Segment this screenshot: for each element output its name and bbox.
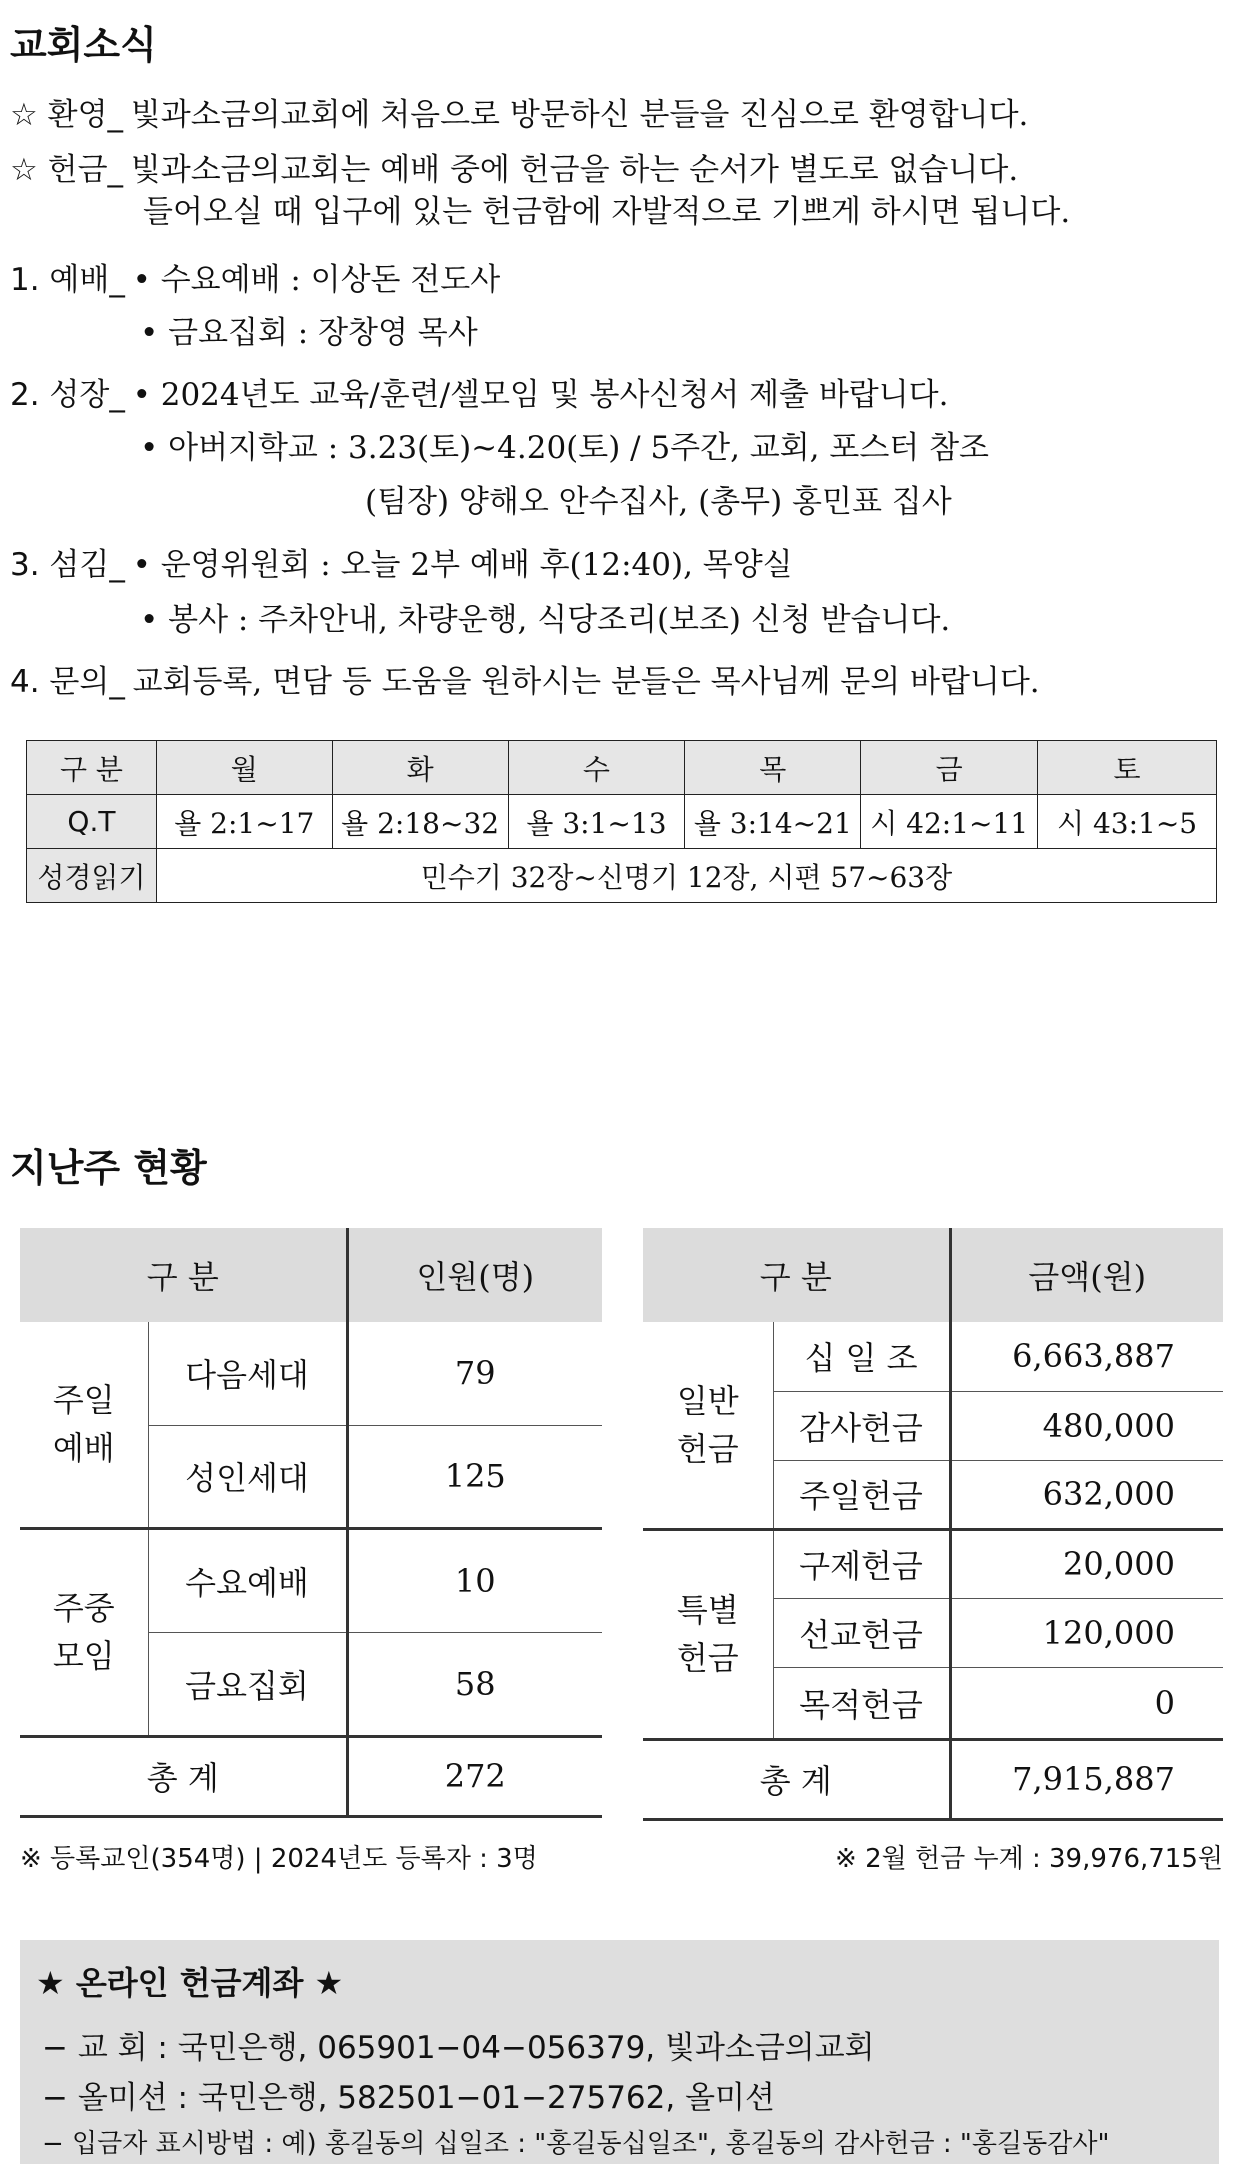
attendance-header-count: 인원(명) (347, 1228, 602, 1322)
item-growth-line-2: • 아버지학교 : 3.23(토)~4.20(토) / 5주간, 교회, 포스터 참조 (140, 430, 989, 466)
monthly-offering-note: ※ 2월 헌금 누계 : 39,976,715원 (835, 1844, 1223, 1874)
attendance-group-weekday (20, 1528, 148, 1736)
qt-header-mon: 월 (156, 741, 332, 795)
attendance-total-value: 272 (347, 1736, 602, 1816)
online-account-box (20, 1940, 1219, 2164)
qt-row (27, 795, 1217, 849)
offering-table (643, 1228, 1223, 1821)
offering-line (10, 150, 1018, 190)
item-service-line-2-wrap (140, 600, 950, 640)
offering-group-general (643, 1322, 773, 1529)
item-growth-line-3-wrap (365, 482, 952, 522)
offering-key: ☆ 헌금_ (10, 152, 124, 188)
account-church: − 교 회 : 국민은행, 065901−04−056379, 빛과소금의교회 (42, 2030, 875, 2066)
qt-header-wed: 수 (508, 741, 685, 795)
offering-label: 주일헌금 (773, 1460, 950, 1529)
table-row (20, 1322, 602, 1425)
qt-fri: 시 42:1~11 (861, 795, 1038, 849)
table-row (643, 1322, 1223, 1391)
qt-label: Q.T (27, 795, 157, 849)
attendance-table (20, 1228, 602, 1818)
item-service-line-1: • 운영위원회 : 오늘 2부 예배 후(12:40), 목양실 (132, 547, 793, 583)
offering-label: 목적헌금 (773, 1667, 950, 1739)
item-inquiry-key: 4. 문의_ (10, 664, 125, 700)
attendance-label: 수요예배 (148, 1528, 347, 1632)
qt-header-thu: 목 (685, 741, 861, 795)
qt-header-fri: 금 (861, 741, 1038, 795)
attendance-value: 58 (347, 1632, 602, 1736)
offering-text-2: 들어오실 때 입구에 있는 헌금함에 자발적으로 기쁘게 하시면 됩니다. (143, 194, 1071, 230)
qt-thu: 욜 3:14~21 (685, 795, 861, 849)
item-worship-line-2-wrap (140, 313, 478, 353)
last-week-title: 지난주 현황 (10, 1146, 207, 1190)
group-name-line: 특별 (676, 1591, 739, 1629)
offering-line-2 (143, 192, 1070, 232)
group-name-line: 헌금 (676, 1429, 739, 1468)
offering-header-row (643, 1228, 1223, 1322)
offering-value: 6,663,887 (950, 1322, 1223, 1391)
attendance-label: 금요집회 (148, 1632, 347, 1736)
item-service-key: 3. 섬김_ (10, 547, 125, 583)
item-service (10, 545, 793, 585)
offering-text-1: 빛과소금의교회는 예배 중에 헌금을 하는 순서가 별도로 없습니다. (130, 152, 1019, 188)
attendance-total-row (20, 1736, 602, 1816)
offering-value: 480,000 (950, 1391, 1223, 1460)
offering-group-special (643, 1529, 773, 1739)
group-name-line: 예배 (52, 1429, 115, 1468)
attendance-group-sunday (20, 1322, 148, 1528)
news-title: 교회소식 (10, 23, 157, 67)
account-allmission: − 올미션 : 국민은행, 582501−01−275762, 올미션 (42, 2080, 775, 2116)
item-worship-line-1: • 수요예배 : 이상돈 전도사 (132, 262, 501, 298)
attendance-value: 79 (347, 1322, 602, 1425)
item-growth-line-1: • 2024년도 교육/훈련/셀모임 및 봉사신청서 제출 바랍니다. (132, 377, 949, 413)
attendance-value: 125 (347, 1425, 602, 1528)
attendance-label: 성인세대 (148, 1425, 347, 1528)
item-growth-line-2-wrap (140, 428, 989, 468)
qt-mon: 욜 2:1~17 (156, 795, 332, 849)
offering-header-category: 구 분 (643, 1228, 950, 1322)
offering-label: 감사헌금 (773, 1391, 950, 1460)
group-name-line: 주일 (52, 1381, 115, 1420)
offering-label: 선교헌금 (773, 1598, 950, 1667)
offering-total-label: 총 계 (643, 1739, 950, 1819)
table-row (643, 1529, 1223, 1598)
qt-tue: 욜 2:18~32 (332, 795, 508, 849)
item-service-line-2: • 봉사 : 주차안내, 차량운행, 식당조리(보조) 신청 받습니다. (140, 602, 951, 638)
item-worship-line-2: • 금요집회 : 장창영 목사 (140, 315, 478, 351)
registration-note: ※ 등록교인(354명) | 2024년도 등록자 : 3명 (20, 1844, 538, 1874)
offering-value: 20,000 (950, 1529, 1223, 1598)
welcome-key: ☆ 환영_ (10, 97, 124, 133)
item-growth-key: 2. 성장_ (10, 377, 125, 413)
qt-header-category: 구 분 (27, 741, 157, 795)
item-inquiry (10, 662, 1040, 702)
reading-plan: 민수기 32장~신명기 12장, 시편 57~63장 (156, 849, 1216, 903)
attendance-value: 10 (347, 1528, 602, 1632)
qt-sat: 시 43:1~5 (1038, 795, 1217, 849)
group-name-line: 헌금 (676, 1639, 739, 1677)
qt-header-sat: 토 (1038, 741, 1217, 795)
qt-wed: 욜 3:1~13 (508, 795, 685, 849)
attendance-label: 다음세대 (148, 1322, 347, 1425)
online-account-title: ★ 온라인 헌금계좌 ★ (36, 1964, 344, 2002)
offering-value: 120,000 (950, 1598, 1223, 1667)
offering-value: 0 (950, 1667, 1223, 1739)
group-name-line: 일반 (676, 1381, 739, 1420)
qt-table (26, 740, 1217, 903)
offering-total-row (643, 1739, 1223, 1819)
qt-header-tue: 화 (332, 741, 508, 795)
reading-label: 성경읽기 (27, 849, 157, 903)
welcome-text: 빛과소금의교회에 처음으로 방문하신 분들을 진심으로 환영합니다. (130, 97, 1029, 133)
attendance-header-category: 구 분 (20, 1228, 347, 1322)
attendance-total-label: 총 계 (20, 1736, 347, 1816)
table-row (20, 1528, 602, 1632)
qt-header-row (27, 741, 1217, 795)
offering-value: 632,000 (950, 1460, 1223, 1529)
welcome-line (10, 95, 1028, 135)
offering-label: 구제헌금 (773, 1529, 950, 1598)
reading-row (27, 849, 1217, 903)
item-growth-line-3: (팀장) 양해오 안수집사, (총무) 홍민표 집사 (365, 484, 952, 520)
offering-label: 십 일 조 (773, 1322, 950, 1391)
item-growth (10, 375, 949, 415)
item-worship (10, 260, 500, 300)
item-worship-key: 1. 예배_ (10, 262, 125, 298)
group-name-line: 모임 (52, 1637, 115, 1675)
attendance-header-row (20, 1228, 602, 1322)
deposit-instruction: − 입금자 표시방법 : 예) 홍길동의 십일조 : "홍길동십일조", 홍길동의 감사헌금 : "홍길동감사" (42, 2129, 1110, 2159)
offering-header-amount: 금액(원) (950, 1228, 1223, 1322)
item-inquiry-line-1: 교회등록, 면담 등 도움을 원하시는 분들은 목사님께 문의 바랍니다. (132, 664, 1040, 700)
group-name-line: 주중 (52, 1589, 115, 1627)
offering-total-value: 7,915,887 (950, 1739, 1223, 1819)
